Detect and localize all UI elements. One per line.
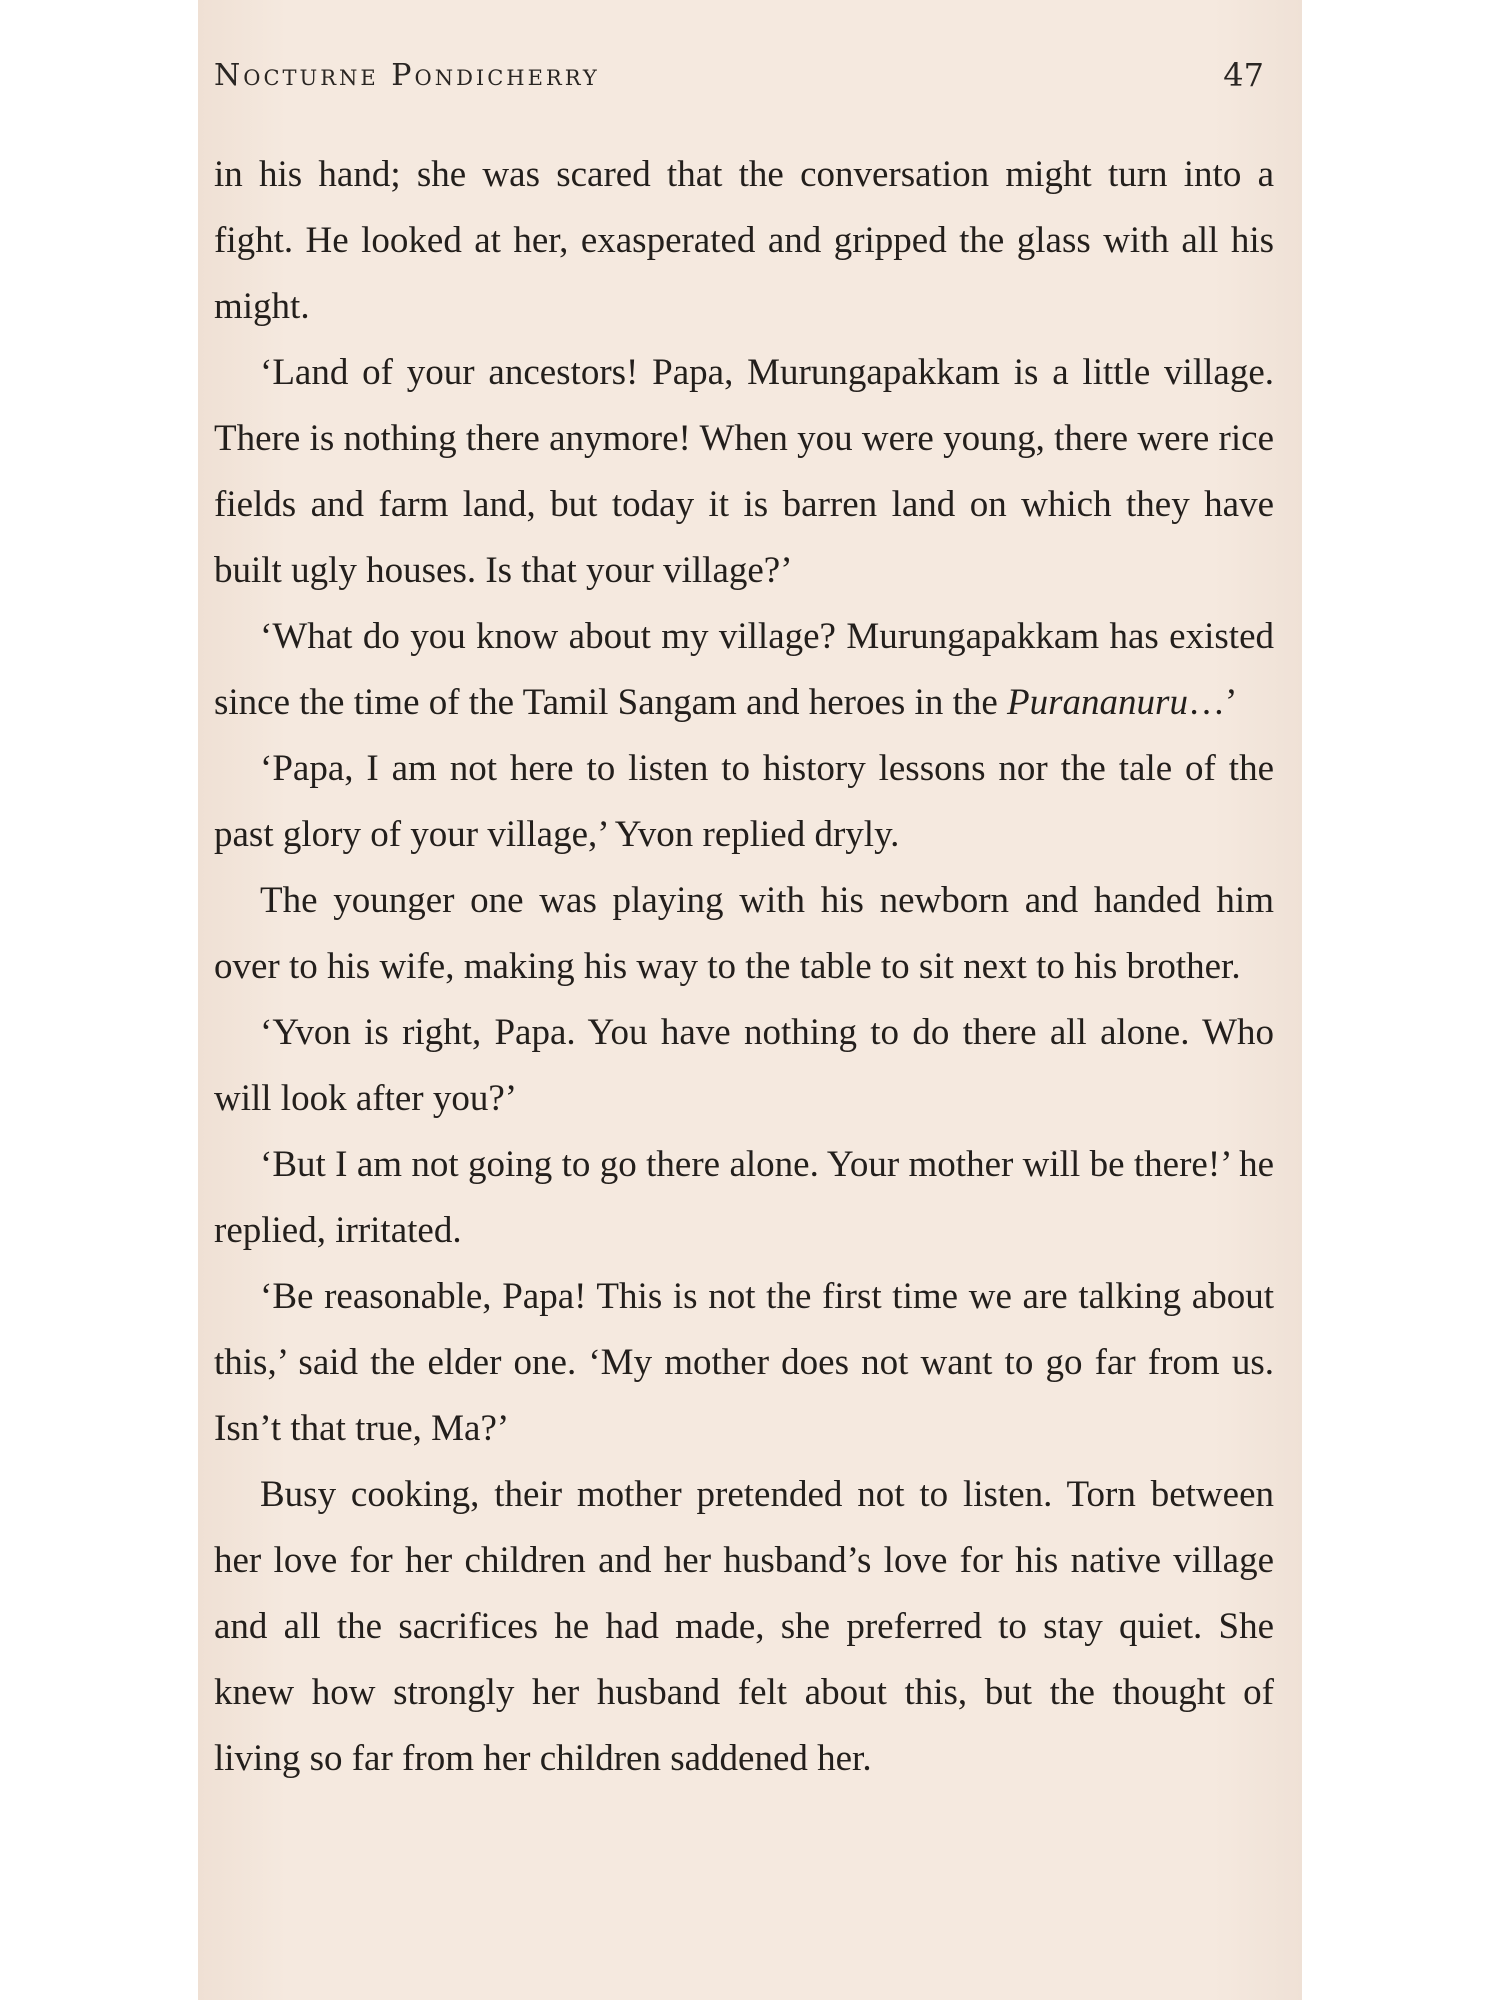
italic-title: Purananuru [1007,682,1188,723]
paragraph [214,604,1274,736]
book-page [198,0,1302,2000]
paragraph: The younger one was playing with his newborn and handed him over to his wife, making his way to the table to sit next to his brother. [214,880,1274,987]
paragraph: in his hand; she was scared that the conversation might turn into a fight. He looked at her, exasperated and gripped the glass with all his might. [214,154,1274,327]
paragraph: ‘Papa, I am not here to listen to history lessons nor the tale of the past glory of your village,’ Yvon replied dryly. [214,748,1274,855]
page-number: 47 [1223,56,1264,94]
paragraph-text: ‘What do you know about my village? Murungapakkam has existed since the time of the Tamil Sangam and heroes in the [214,616,1274,723]
paragraph: ‘Be reasonable, Papa! This is not the first time we are talking about this,’ said the elder one. ‘My mother does not want to go far from us. Isn’t that true, Ma?’ [214,1276,1274,1449]
paragraph: Busy cooking, their mother pretended not to listen. Torn between her love for her children and her husband’s love for his native village and all the sacrifices he had made, she preferred to stay quiet. She knew how strongly her husband felt about this, but the thought of living so far from her children saddened her. [214,1474,1274,1779]
paragraph: ‘Land of your ancestors! Papa, Murungapakkam is a little village. There is nothing there anymore! When you were young, there were rice fields and farm land, but today it is barren land on which they have built ugly houses. Is that your village?’ [214,352,1274,591]
paragraph: ‘Yvon is right, Papa. You have nothing to do there all alone. Who will look after you?’ [214,1012,1274,1119]
paragraph-text: …’ [1187,682,1238,723]
running-title: Nocturne Pondicherry [214,58,600,93]
paragraph: ‘But I am not going to go there alone. Your mother will be there!’ he replied, irritated. [214,1144,1274,1251]
body-text [214,142,1274,1792]
